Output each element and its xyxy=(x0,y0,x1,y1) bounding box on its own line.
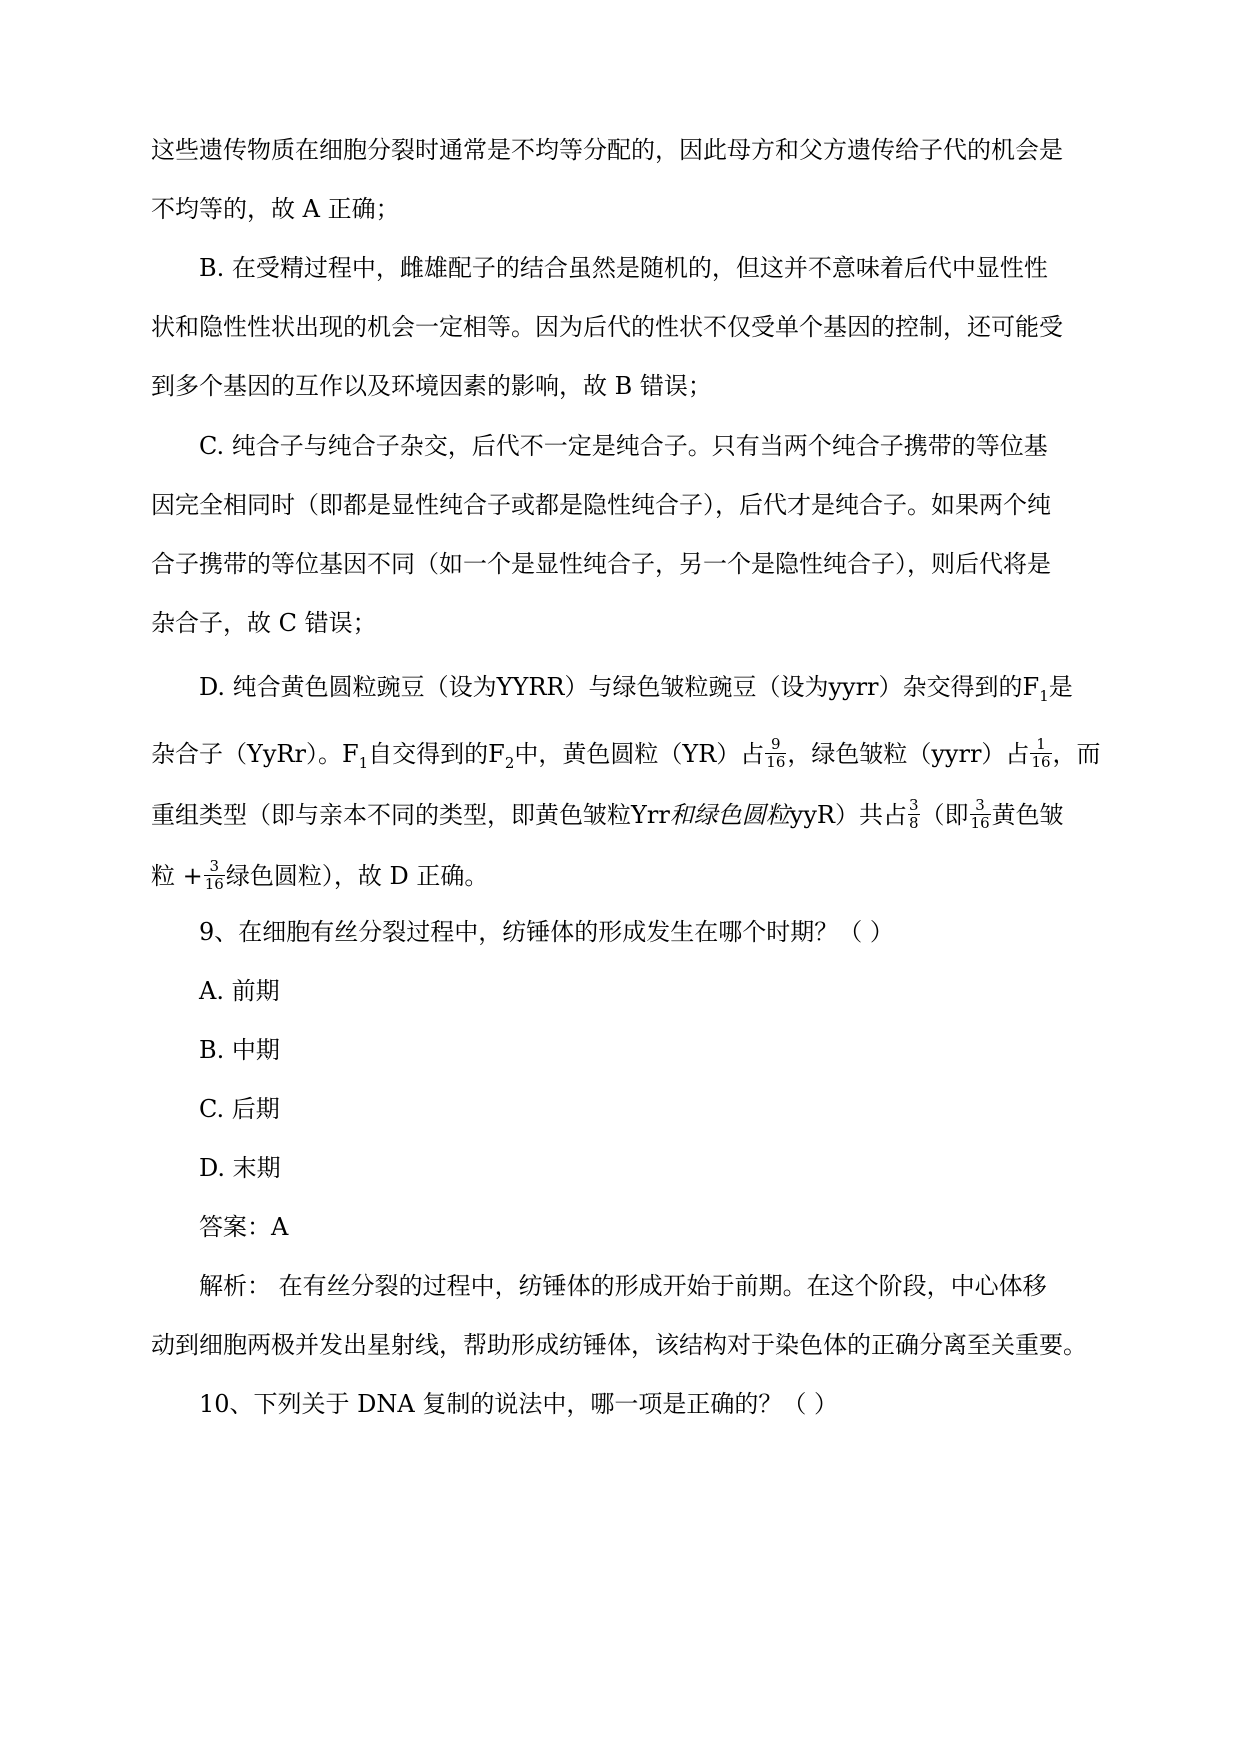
subscript: 1 xyxy=(358,754,369,772)
text-run: 自交得到的F xyxy=(368,740,505,768)
text-run: 中，黄色圆粒（YR）占 xyxy=(514,740,765,768)
text-run: 粒 + xyxy=(151,862,203,890)
question-9: 9、在细胞有丝分裂过程中，纺锤体的形成发生在哪个时期？（ ） xyxy=(199,918,894,946)
fraction-numerator: 3 xyxy=(908,796,919,814)
text-run: 重组类型（即与亲本不同的类型，即黄色皱粒Yrr xyxy=(151,801,670,829)
text-run: 杂合子（YyRr）。F xyxy=(151,740,359,768)
text-run: 黄色皱 xyxy=(991,801,1064,829)
paragraph-line xyxy=(151,735,1101,773)
question-9-option-d: D. 末期 xyxy=(199,1154,281,1182)
subscript: 2 xyxy=(504,754,515,772)
text-run: 绿色圆粒），故 D 正确。 xyxy=(225,862,489,890)
fraction xyxy=(908,798,920,831)
question-9-option-b: B. 中期 xyxy=(199,1036,280,1064)
fraction-denominator: 16 xyxy=(1031,753,1051,771)
text-run: ，绿色皱粒（yyrr）占 xyxy=(787,740,1030,768)
text-run: （即 xyxy=(920,801,969,829)
question-9-option-a: A. 前期 xyxy=(199,977,280,1005)
fraction xyxy=(1030,737,1051,770)
fraction-numerator: 9 xyxy=(771,735,781,753)
fraction xyxy=(970,798,991,831)
paragraph-line: 到多个基因的互作以及环境因素的影响，故 B 错误； xyxy=(151,372,712,400)
option-c-explanation: C. 纯合子与纯合子杂交，后代不一定是纯合子。只有当两个纯合子携带的等位基 xyxy=(199,432,1048,460)
paragraph-line: 这些遗传物质在细胞分裂时通常是不均等分配的，因此母方和父方遗传给子代的机会是 xyxy=(151,136,1063,164)
paragraph-line xyxy=(151,796,1064,833)
fraction-denominator: 8 xyxy=(908,814,919,832)
option-b-explanation: B. 在受精过程中，雌雄配子的结合虽然是随机的，但这并不意味着后代中显性性 xyxy=(199,254,1048,282)
paragraph-line: 动到细胞两极并发出星射线，帮助形成纺锤体，该结构对于染色体的正确分离至关重要。 xyxy=(151,1331,1087,1359)
question-10: 10、下列关于 DNA 复制的说法中，哪一项是正确的？（ ） xyxy=(199,1390,838,1418)
question-9-option-c: C. 后期 xyxy=(199,1095,280,1123)
fraction-denominator: 16 xyxy=(766,753,786,771)
paragraph-line: 因完全相同时（即都是显性纯合子或都是隐性纯合子），后代才是纯合子。如果两个纯 xyxy=(151,491,1051,519)
italic-run: 和绿色圆粒 xyxy=(669,801,790,829)
question-9-analysis: 解析： 在有丝分裂的过程中，纺锤体的形成开始于前期。在这个阶段，中心体移 xyxy=(199,1272,1047,1300)
paragraph-line: 杂合子，故 C 错误； xyxy=(151,609,377,637)
fraction-denominator: 16 xyxy=(204,875,224,893)
paragraph-line: 合子携带的等位基因不同（如一个是显性纯合子，另一个是隐性纯合子），则后代将是 xyxy=(151,550,1051,578)
fraction xyxy=(204,859,225,892)
fraction-numerator: 3 xyxy=(975,796,985,814)
paragraph-line xyxy=(151,857,489,894)
fraction xyxy=(765,737,786,770)
fraction-denominator: 16 xyxy=(970,814,990,832)
fraction-numerator: 1 xyxy=(1036,735,1046,753)
text-run: 是 xyxy=(1048,673,1073,701)
paragraph-line: 不均等的，故 A 正确； xyxy=(151,195,400,223)
fraction-numerator: 3 xyxy=(209,857,220,875)
paragraph-line: 状和隐性性状出现的机会一定相等。因为后代的性状不仅受单个基因的控制，还可能受 xyxy=(151,313,1063,341)
question-9-answer: 答案：A xyxy=(199,1213,289,1241)
option-d-explanation xyxy=(199,671,1073,706)
text-run: D. 纯合黄色圆粒豌豆（设为YYRR）与绿色皱粒豌豆（设为yyrr）杂交得到的F xyxy=(199,673,1040,701)
subscript: 1 xyxy=(1039,687,1049,705)
text-run: ，而 xyxy=(1052,740,1101,768)
text-run: yyR）共占 xyxy=(789,801,907,829)
